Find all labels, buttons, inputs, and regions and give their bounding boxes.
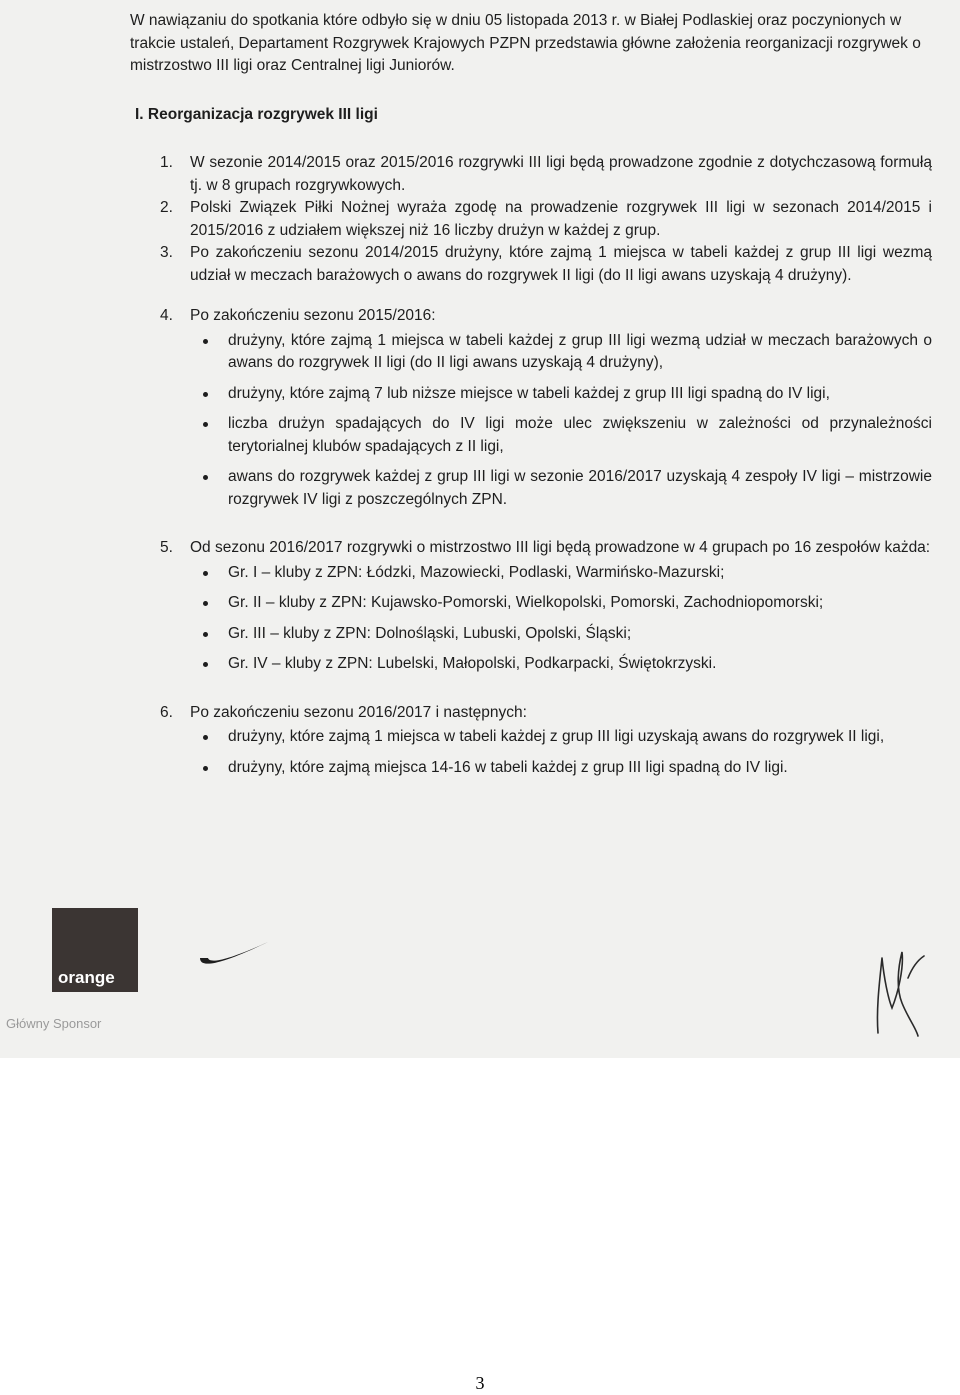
list-item-text: Po zakończeniu sezonu 2016/2017 i następnych: [190, 703, 527, 721]
nike-swoosh-logo [198, 938, 270, 968]
bullet-item: awans do rozgrywek każdej z grup III ligi w sezonie 2016/2017 uzyskają 4 zespoły IV ligi – mistrzowie rozgrywek IV ligi z poszczególnych ZPN. [190, 466, 932, 511]
bullet-item: drużyny, które zajmą miejsca 14-16 w tabeli każdej z grup III ligi spadną do IV ligi. [190, 757, 932, 780]
list-item-text: Od sezonu 2016/2017 rozgrywki o mistrzostwo III ligi będą prowadzone w 4 grupach po 16 zespołów każda: [190, 539, 931, 556]
list-item [130, 305, 932, 511]
bullet-item: drużyny, które zajmą 1 miejsca w tabeli każdej z grup III ligi wezmą udział w meczach barażowych o awans do rozgrywek II ligi (do II ligi awans uzyskają 4 drużyny), [190, 330, 932, 375]
list-item-number: 5. [160, 539, 173, 556]
page-number: 3 [475, 1373, 485, 1393]
bullet-item: Gr. IV – kluby z ZPN: Lubelski, Małopolski, Podkarpacki, Świętokrzyski. [190, 653, 932, 676]
list-item-number: 3. [160, 244, 173, 261]
document-body [130, 10, 932, 787]
bullet-item: Gr. III – kluby z ZPN: Dolnośląski, Lubuski, Opolski, Śląski; [190, 623, 932, 646]
list-gap [130, 287, 932, 305]
section-heading: I. Reorganizacja rozgrywek III ligi [135, 105, 378, 123]
list-item-number: 4. [160, 307, 173, 324]
list-item-number: 6. [160, 703, 173, 721]
bullet-list [190, 726, 932, 779]
list-gap [130, 519, 932, 537]
list-gap [130, 684, 932, 702]
bullet-item: drużyny, które zajmą 7 lub niższe miejsce w tabeli każdej z grup III ligi spadną do IV ligi, [190, 383, 932, 406]
list-item [130, 152, 932, 197]
list-item [130, 702, 932, 780]
list-item-text: W sezonie 2014/2015 oraz 2015/2016 rozgrywki III ligi będą prowadzone zgodnie z dotychczasową formułą tj. w 8 grupach rozgrywkowych. [190, 154, 932, 194]
numbered-list [130, 152, 932, 779]
list-item-text: Po zakończeniu sezonu 2015/2016: [190, 307, 436, 324]
bullet-item: Gr. II – kluby z ZPN: Kujawsko-Pomorski, Wielkopolski, Pomorski, Zachodniopomorski; [190, 592, 932, 615]
list-item [130, 537, 932, 676]
list-item-text: Po zakończeniu sezonu 2014/2015 drużyny, które zajmą 1 miejsca w tabeli każdej z grup III ligi wezmą udział w meczach barażowych o awans do rozgrywek II ligi (do II ligi awans uzyskają 4 drużyny). [190, 244, 932, 284]
bullet-item: Gr. I – kluby z ZPN: Łódzki, Mazowiecki, Podlaski, Warmińsko-Mazurski; [190, 562, 932, 585]
list-item-number: 2. [160, 199, 173, 216]
list-item [130, 242, 932, 287]
intro-paragraph: W nawiązaniu do spotkania które odbyło się w dniu 05 listopada 2013 r. w Białej Podlaskiej oraz poczynionych w trakcie ustaleń, Departament Rozgrywek Krajowych PZPN przedstawia główne założenia reorganizacji rozgrywek o mistrzostwo III ligi oraz Centralnej ligi Juniorów. [130, 12, 921, 74]
bullet-item: liczba drużyn spadających do IV ligi może ulec zwiększeniu w zależności od przynależności terytorialnej klubów spadających z II ligi, [190, 413, 932, 458]
list-item-number: 1. [160, 154, 173, 171]
orange-logo [52, 908, 138, 992]
handwritten-signature [868, 948, 930, 1038]
orange-logo-text: orange [58, 968, 115, 987]
bullet-list [190, 330, 932, 512]
bullet-list [190, 562, 932, 676]
list-item-text: Polski Związek Piłki Nożnej wyraża zgodę na prowadzenie rozgrywek III ligi w sezonach 2014/2015 i 2015/2016 z udziałem większej niż 16 liczby drużyn w każdej z grup. [190, 199, 932, 239]
sponsor-label: Główny Sponsor [6, 1016, 102, 1031]
bullet-item: drużyny, które zajmą 1 miejsca w tabeli każdej z grup III ligi uzyskają awans do rozgrywek II ligi, [190, 726, 932, 749]
list-item [130, 197, 932, 242]
